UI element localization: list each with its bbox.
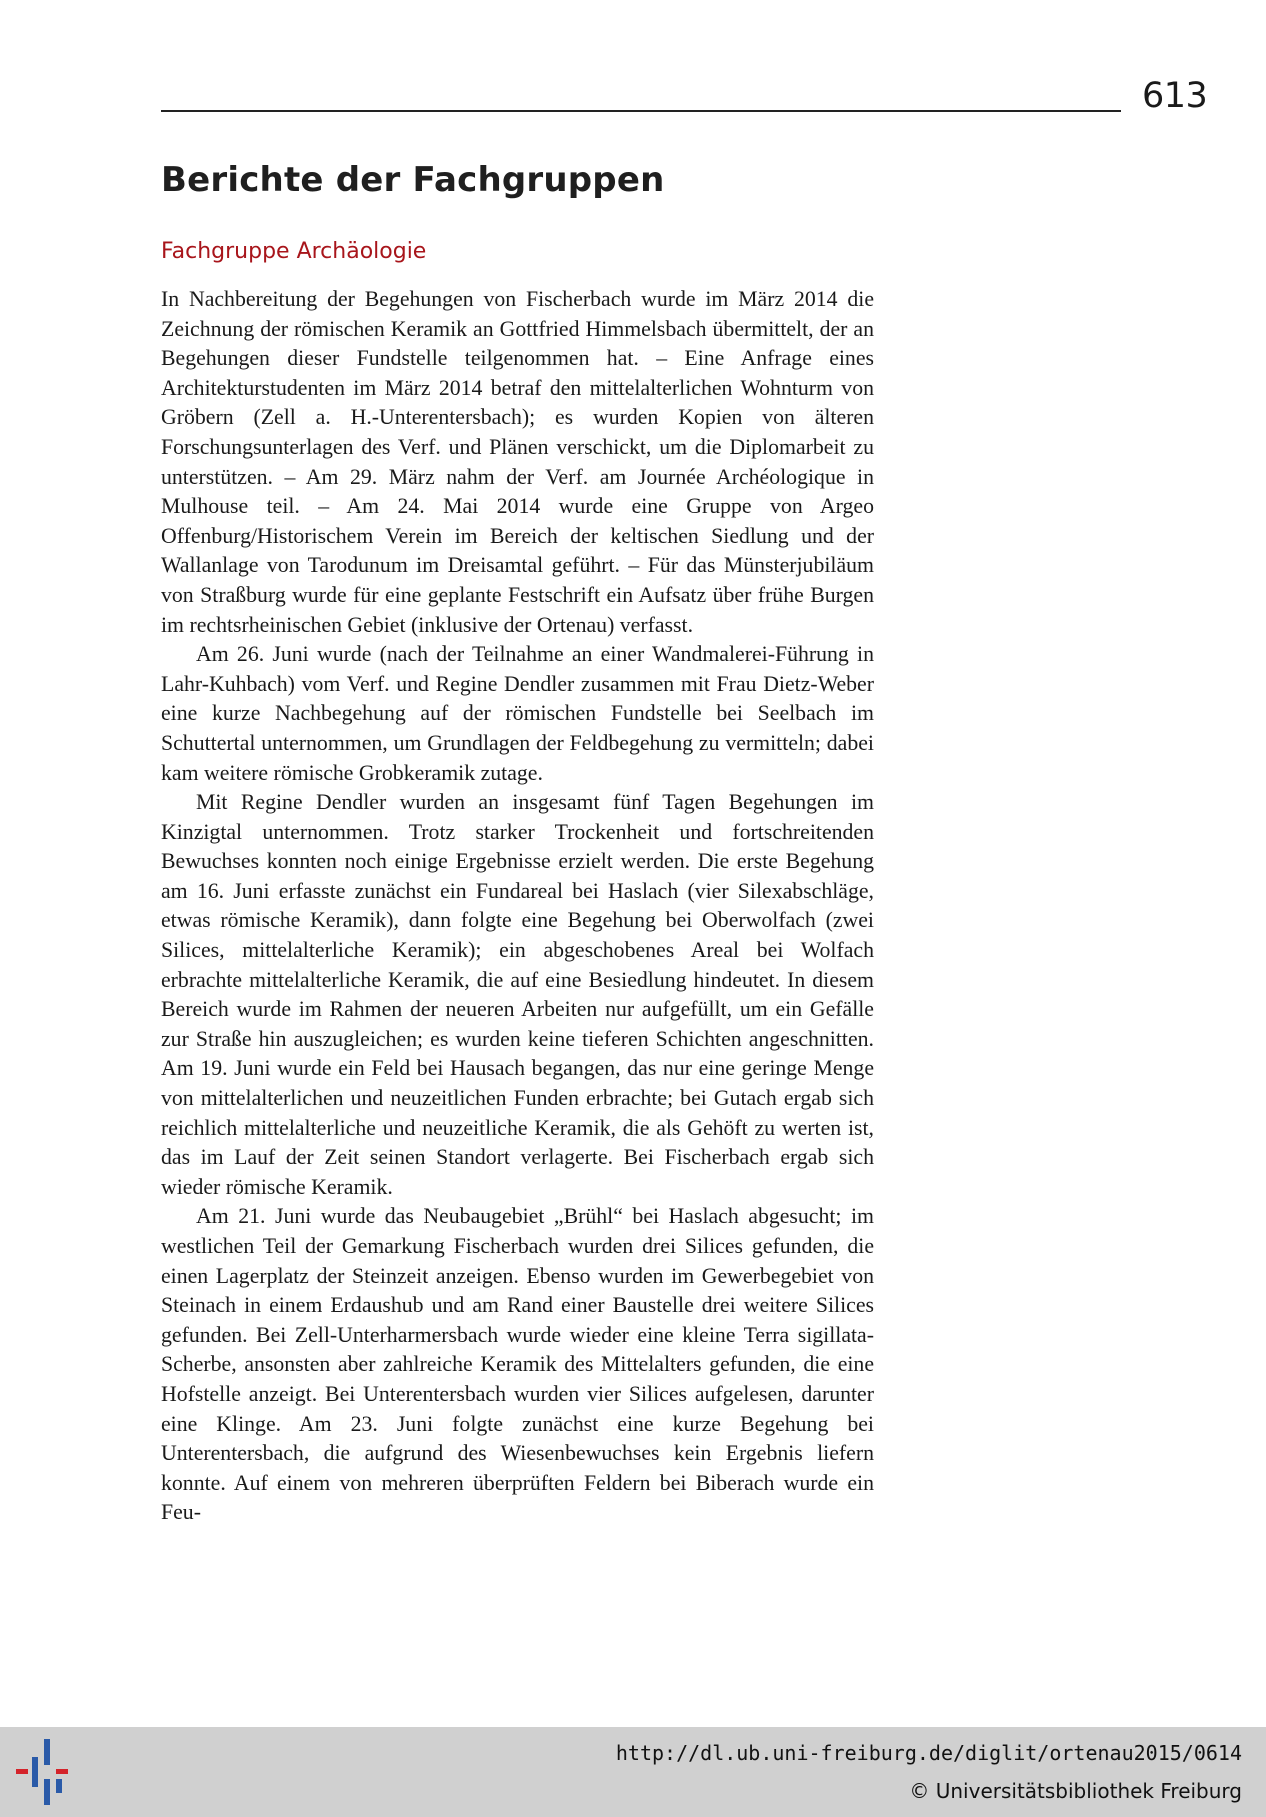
library-logo-icon — [14, 1739, 80, 1805]
header-rule — [161, 110, 1121, 112]
page-number: 613 — [1142, 76, 1208, 116]
footer-url-link[interactable]: http://dl.ub.uni-freiburg.de/diglit/ortenau2015/0614 — [615, 1741, 1242, 1765]
footer-bar — [0, 1727, 1266, 1817]
paragraph: Am 26. Juni wurde (nach der Teilnahme an einer Wandmalerei-Führung in Lahr-Kuhbach) vom Verf. und Regine Dendler zusammen mit Frau Dietz-Weber eine kurze Nachbegehung auf der römischen Fundstelle bei Seelbach im Schuttertal unternommen, um Grundlagen der Feldbegehung zu vermitteln; dabei kam weitere römische Grobkeramik zutage. — [161, 642, 874, 785]
paragraph: Am 21. Juni wurde das Neubaugebiet „Brühl“ bei Haslach abgesucht; im westlichen Teil der Gemarkung Fischerbach wurden drei Silices gefunden, die einen Lagerplatz der Steinzeit anzeigen. Ebenso wurden im Gewerbegebiet von Steinach in einem Erdaushub und am Rand einer Baustelle drei weitere Silices gefunden. Bei Zell-Unterharmersbach wurde wieder eine kleine Terra sigillata-Scherbe, ansonsten aber zahlreiche Keramik des Mittelalters gefunden, die eine Hofstelle anzeigt. Bei Unterentersbach wurden vier Silices aufgelesen, darunter eine Klinge. Am 23. Juni folgte zunächst eine kurze Begehung bei Unterentersbach, die aufgrund des Wiesenbewuchses kein Ergebnis liefern konnte. Auf einem von mehreren überprüften Feldern bei Biberach wurde ein Feu- — [161, 1204, 874, 1525]
paragraph: In Nachbereitung der Begehungen von Fischerbach wurde im März 2014 die Zeichnung der römischen Keramik an Gottfried Himmelsbach übermittelt, der an Begehungen dieser Fundstelle teilgenommen hat. – Eine Anfrage eines Architekturstudenten im März 2014 betraf den mittelalterlichen Wohnturm von Gröbern (Zell a. H.-Unterentersbach); es wurden Kopien von älteren Forschungsunterlagen des Verf. und Plänen verschickt, um die Diplomarbeit zu unterstützen. – Am 29. März nahm der Verf. am Journée Archéologique in Mulhouse teil. – Am 24. Mai 2014 wurde eine Gruppe von Argeo Offenburg/Historischem Verein im Bereich der keltischen Siedlung und der Wallanlage von Tarodunum im Dreisamtal geführt. – Für das Münsterjubiläum von Straßburg wurde für eine geplante Festschrift ein Aufsatz über frühe Burgen im rechtsrheinischen Gebiet (inklusive der Ortenau) verfasst. — [161, 287, 874, 637]
body-text — [161, 285, 874, 1528]
section-heading: Fachgruppe Archäologie — [161, 239, 427, 264]
paragraph: Mit Regine Dendler wurden an insgesamt fünf Tagen Begehungen im Kinzigtal unternommen. Trotz starker Trockenheit und fortschreitenden Bewuchses konnten noch einige Ergebnisse erzielt werden. Die erste Begehung am 16. Juni erfasste zunächst ein Fundareal bei Haslach (vier Silexabschläge, etwas römische Keramik), dann folgte eine Begehung bei Oberwolfach (zwei Silices, mittelalterliche Keramik); ein abgeschobenes Areal bei Wolfach erbrachte mittelalterliche Keramik, die auf eine Besiedlung hindeutet. In diesem Bereich wurde im Rahmen der neueren Arbeiten nur aufgefüllt, um ein Gefälle zur Straße hin auszugleichen; es wurden keine tieferen Schichten angeschnitten. Am 19. Juni wurde ein Feld bei Hausach begangen, das nur eine geringe Menge von mittelalterlichen und neuzeitlichen Funden erbrachte; bei Gutach ergab sich reichlich mittelalterliche und neuzeitliche Keramik, die als Gehöft zu werten ist, das im Lauf der Zeit seinen Standort verlagerte. Bei Fischerbach ergab sich wieder römische Keramik. — [161, 790, 874, 1199]
page-title: Berichte der Fachgruppen — [161, 160, 665, 200]
footer-copyright: © Universitätsbibliothek Freiburg — [909, 1779, 1242, 1803]
